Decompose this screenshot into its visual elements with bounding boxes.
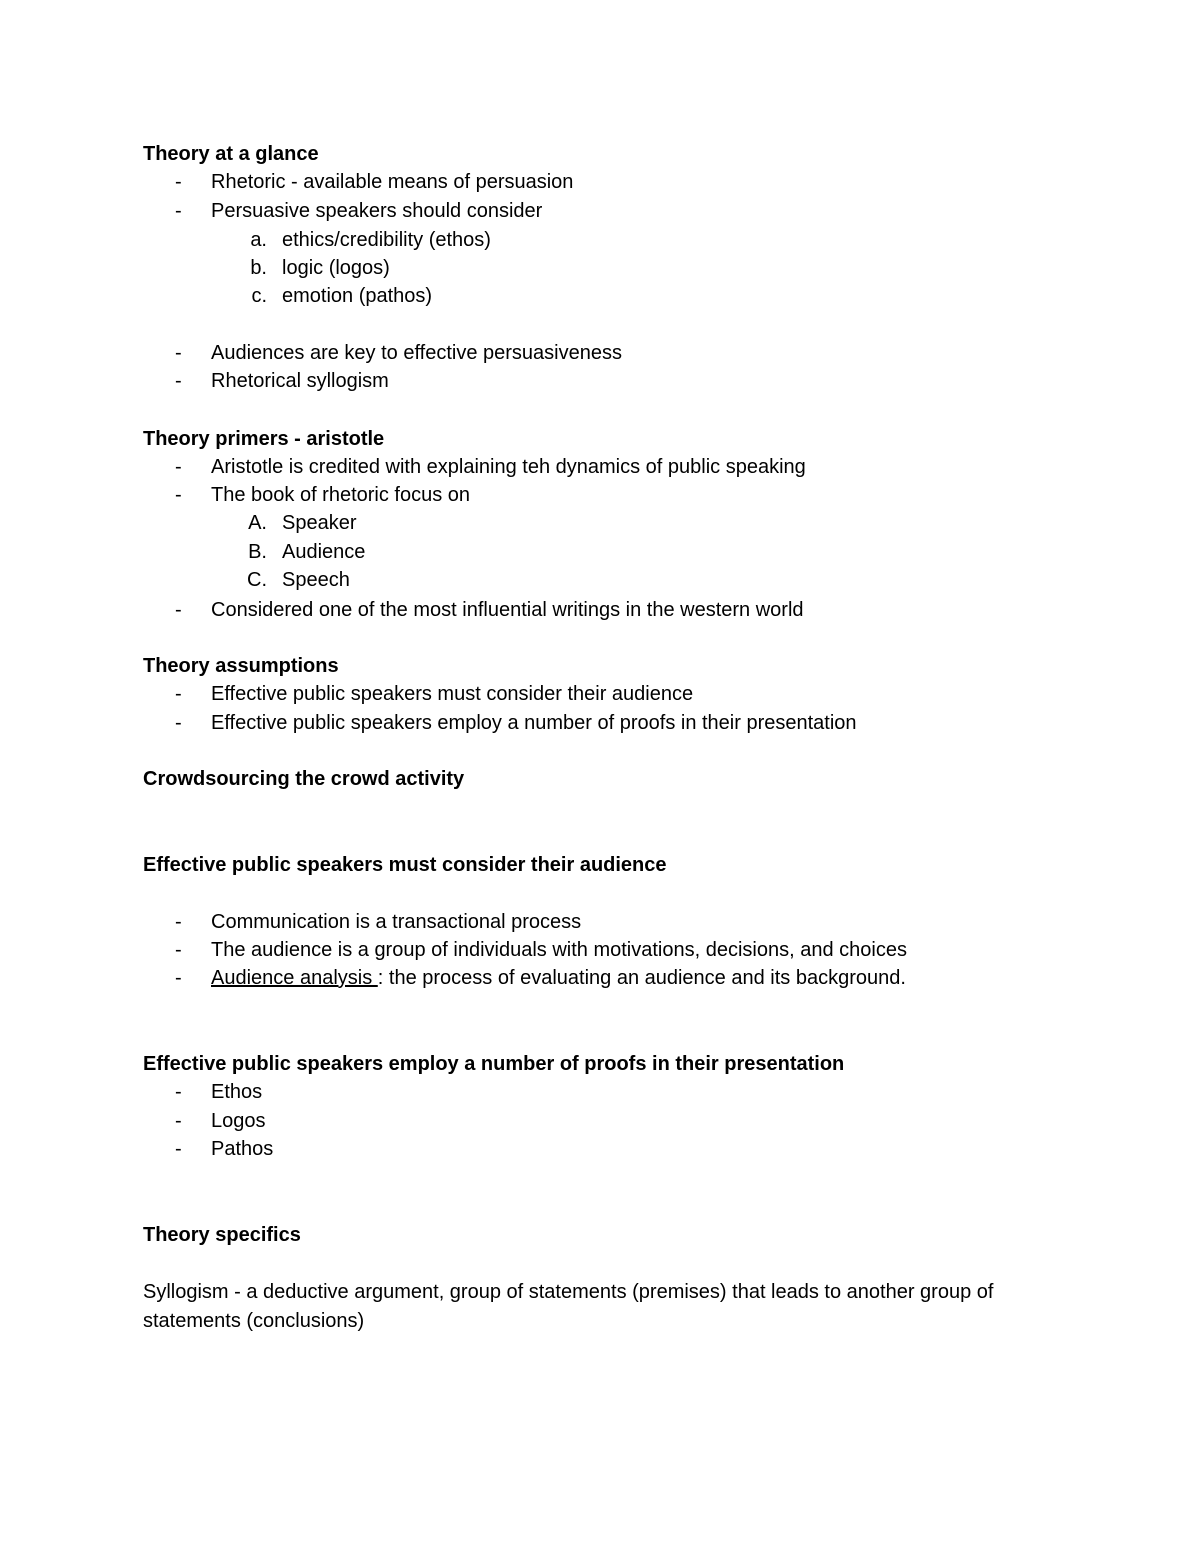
list-item: Communication is a transactional process [211,911,582,933]
list-item: Ethos [211,1081,263,1103]
bullet-dash: - [175,712,182,734]
list-item: Effective public speakers employ a number of proofs in their presentation [211,712,857,734]
sub-list-marker: a. [250,229,267,251]
sub-list-item: emotion (pathos) [282,285,433,307]
bullet-dash: - [175,342,182,364]
heading-proofs: Effective public speakers employ a number of proofs in their presentation [143,1053,845,1075]
bullet-dash: - [175,599,182,621]
heading-crowdsourcing: Crowdsourcing the crowd activity [143,768,465,790]
bullet-dash: - [175,1081,182,1103]
bullet-dash: - [175,200,182,222]
bullet-dash: - [175,370,182,392]
sub-list-item: Speaker [282,512,357,534]
list-item-audience-analysis [211,966,906,990]
heading-theory-specifics: Theory specifics [143,1224,301,1246]
bullet-dash: - [175,484,182,506]
sub-list-marker: c. [251,285,267,307]
sub-list-item: logic (logos) [282,257,390,279]
heading-theory-at-a-glance: Theory at a glance [143,143,319,165]
bullet-dash: - [175,1138,182,1160]
bullet-dash: - [175,171,182,193]
sub-list-item: ethics/credibility (ethos) [282,229,491,251]
bullet-dash: - [175,1110,182,1132]
heading-theory-assumptions: Theory assumptions [143,655,339,677]
list-item: Aristotle is credited with explaining teh dynamics of public speaking [211,456,806,478]
list-item: The book of rhetoric focus on [211,484,471,506]
sub-list-marker: C. [247,569,267,591]
heading-consider-audience: Effective public speakers must consider their audience [143,854,667,876]
sub-list-item: Speech [282,569,350,591]
list-item: Rhetoric - available means of persuasion [211,171,574,193]
list-item: Effective public speakers must consider their audience [211,683,694,705]
list-item: The audience is a group of individuals with motivations, decisions, and choices [211,939,907,961]
bullet-dash: - [175,683,182,705]
list-item: Logos [211,1110,266,1132]
underlined-term: Audience analysis [211,967,378,989]
list-item: Rhetorical syllogism [211,370,389,392]
syllogism-paragraph: Syllogism - a deductive argument, group of statements (premises) that leads to another group of statements (conclusions) [143,1281,994,1332]
sub-list-marker: A. [248,512,267,534]
bullet-dash: - [175,939,182,961]
list-item: Pathos [211,1138,274,1160]
bullet-dash: - [175,456,182,478]
sub-list-marker: B. [248,541,267,563]
bullet-dash: - [175,967,182,989]
list-item: Persuasive speakers should consider [211,200,543,222]
term-definition: : the process of evaluating an audience and its background. [377,967,906,989]
bullet-dash: - [175,911,182,933]
list-item: Audiences are key to effective persuasiveness [211,342,622,364]
sub-list-marker: b. [250,257,267,279]
heading-theory-primers: Theory primers - aristotle [143,428,385,450]
list-item: Considered one of the most influential writings in the western world [211,599,804,621]
sub-list-item: Audience [282,541,366,563]
